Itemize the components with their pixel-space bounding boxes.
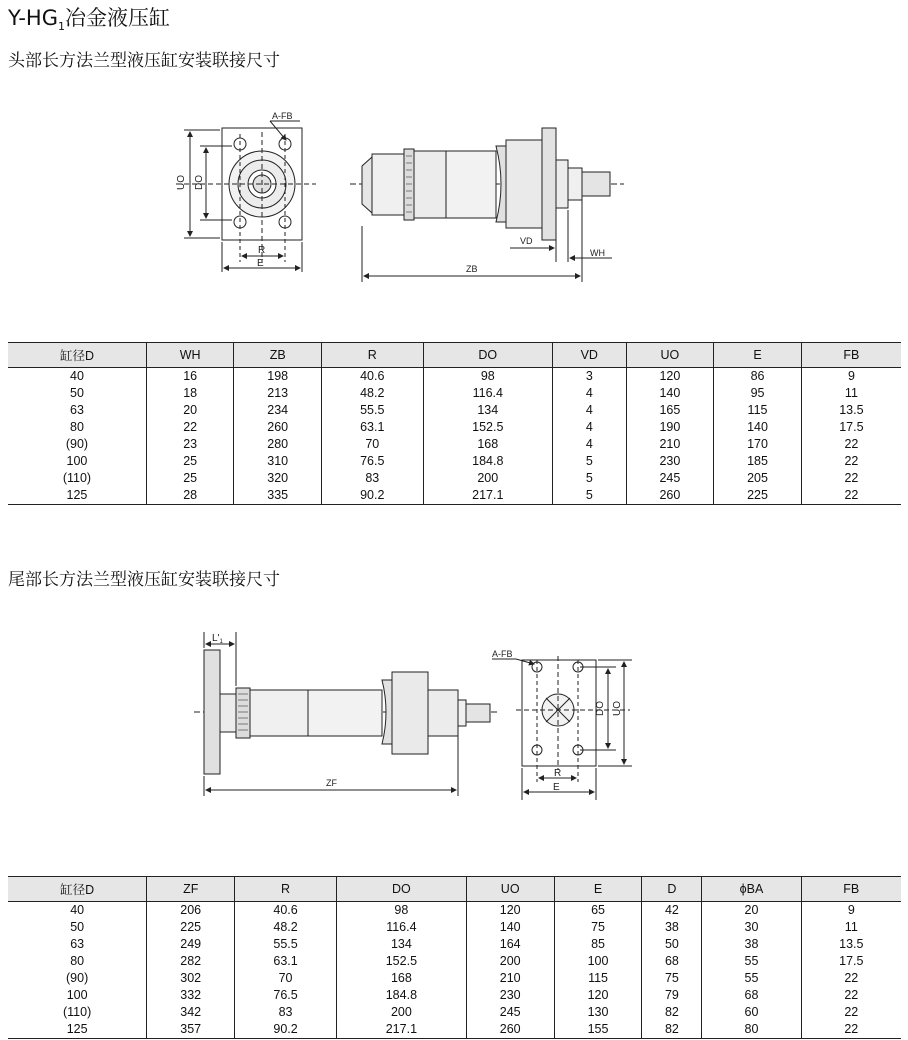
table-cell: 130 <box>554 1004 642 1021</box>
label-do-tail: DO <box>595 701 606 716</box>
table-cell: 120 <box>466 902 554 920</box>
table-cell: 100 <box>554 953 642 970</box>
table-cell: 22 <box>801 970 901 987</box>
table-cell: 22 <box>801 453 901 470</box>
table-cell: 4 <box>552 436 626 453</box>
table-cell: 22 <box>801 487 901 505</box>
title-main: Y-HG <box>8 6 58 30</box>
table-cell: 80 <box>702 1021 801 1039</box>
title-subscript: 1 <box>57 20 65 34</box>
table-cell: 5 <box>552 487 626 505</box>
table-row <box>8 1004 901 1021</box>
table-cell: 185 <box>714 453 802 470</box>
label-uo-head: UO <box>176 175 187 190</box>
table-cell: 22 <box>146 419 233 436</box>
label-r-head: R <box>258 245 266 256</box>
table-cell: 198 <box>234 368 322 386</box>
table-header-cell: ZF <box>147 877 235 902</box>
table-row <box>8 970 901 987</box>
tail-cylinder-side-view <box>194 632 500 796</box>
table-row <box>8 385 901 402</box>
table-row <box>8 419 901 436</box>
table-cell: 30 <box>702 919 801 936</box>
table-cell: 217.1 <box>337 1021 467 1039</box>
table-row <box>8 953 901 970</box>
table-cell: 50 <box>642 936 702 953</box>
table-row <box>8 919 901 936</box>
table-cell: 210 <box>466 970 554 987</box>
table-header-cell: FB <box>801 343 901 368</box>
table-cell: 210 <box>626 436 714 453</box>
table-header-cell: DO <box>423 343 552 368</box>
table-cell: (90) <box>65 437 89 451</box>
table-cell: 205 <box>714 470 802 487</box>
head-flange-front-view <box>176 121 316 272</box>
table-header-cell: ZB <box>234 343 322 368</box>
label-l1 <box>212 633 223 645</box>
table-header-cell: UO <box>466 877 554 902</box>
table-cell: 50 <box>70 386 84 400</box>
table-cell: 28 <box>146 487 233 505</box>
tail-flange-end-view <box>492 656 632 800</box>
table-cell: 75 <box>642 970 702 987</box>
table-cell: 140 <box>466 919 554 936</box>
table-cell: 245 <box>466 1004 554 1021</box>
table-header-cell: VD <box>552 343 626 368</box>
table-cell: 120 <box>554 987 642 1004</box>
table-cell: 90.2 <box>235 1021 337 1039</box>
table-cell: 230 <box>466 987 554 1004</box>
table-row <box>8 402 901 419</box>
table-cell: 80 <box>70 954 85 968</box>
table-cell: 125 <box>8 1021 147 1039</box>
table-cell: 98 <box>423 368 552 386</box>
table-cell: 168 <box>337 970 467 987</box>
label-e-tail: E <box>553 782 560 793</box>
table-row <box>8 368 901 386</box>
dimension-table-head <box>8 342 901 505</box>
table-cell: 116.4 <box>337 919 467 936</box>
table-cell: 55 <box>702 953 801 970</box>
table-cell: 115 <box>714 402 802 419</box>
table-row <box>8 470 901 487</box>
label-do-head: DO <box>194 175 205 190</box>
table-cell: 217.1 <box>423 487 552 505</box>
table-cell: 280 <box>234 436 322 453</box>
table-cell: 25 <box>146 470 233 487</box>
label-r-tail: R <box>554 768 562 779</box>
label-wh: WH <box>590 248 605 258</box>
table-cell: 40.6 <box>235 902 337 920</box>
table-cell: 9 <box>801 902 901 920</box>
table-cell: 190 <box>626 419 714 436</box>
table-cell: 3 <box>552 368 626 386</box>
table-header-cell: E <box>554 877 642 902</box>
table-cell: 13.5 <box>801 936 901 953</box>
table-cell: 40 <box>70 903 85 917</box>
table-cell: 80 <box>70 420 84 434</box>
table-cell: 200 <box>423 470 552 487</box>
table-cell: 249 <box>147 936 235 953</box>
table-header-cell: E <box>714 343 802 368</box>
label-e-head: E <box>257 258 264 269</box>
table-cell: 11 <box>801 919 901 936</box>
table-cell: 4 <box>552 385 626 402</box>
label-uo-tail: UO <box>612 701 623 716</box>
table-header-row <box>8 343 901 368</box>
table-cell: 335 <box>234 487 322 505</box>
table-cell: 100 <box>66 988 88 1002</box>
label-l1-main: L' <box>212 633 220 644</box>
table-cell: 48.2 <box>322 385 424 402</box>
table-cell: 20 <box>702 902 801 920</box>
table-header-cell: R <box>235 877 337 902</box>
table-cell: 25 <box>146 453 233 470</box>
table-cell: 168 <box>423 436 552 453</box>
table-cell: 213 <box>234 385 322 402</box>
table-cell: 63 <box>70 937 85 951</box>
table-cell: 116.4 <box>423 385 552 402</box>
table-cell: 11 <box>801 385 901 402</box>
table-cell: 260 <box>626 487 714 505</box>
label-afb-tail: A-FB <box>492 649 513 659</box>
table-cell: 17.5 <box>801 419 901 436</box>
table-cell: (90) <box>66 971 89 985</box>
table-header-cell: WH <box>146 343 233 368</box>
table-cell: 184.8 <box>337 987 467 1004</box>
table-cell: 38 <box>642 919 702 936</box>
table-cell: 50 <box>70 920 85 934</box>
label-l1-sub: 1 <box>219 639 223 645</box>
table-body <box>8 368 901 505</box>
table-cell: 225 <box>147 919 235 936</box>
table-cell: 200 <box>337 1004 467 1021</box>
table-cell: 95 <box>714 385 802 402</box>
table-cell: 357 <box>147 1021 235 1039</box>
title-suffix: 冶金液压缸 <box>64 6 170 30</box>
table-row <box>8 453 901 470</box>
table-cell: 115 <box>554 970 642 987</box>
table-cell: 100 <box>66 454 88 468</box>
table-cell: 22 <box>801 470 901 487</box>
table-cell: 79 <box>642 987 702 1004</box>
table-cell: 134 <box>337 936 467 953</box>
table-cell: 332 <box>147 987 235 1004</box>
table-cell: 302 <box>147 970 235 987</box>
table-cell: 82 <box>642 1004 702 1021</box>
table-cell: (110) <box>63 1005 92 1019</box>
table-cell: 65 <box>554 902 642 920</box>
label-vd: VD <box>520 236 533 246</box>
table-cell: 55.5 <box>322 402 424 419</box>
table-cell: 200 <box>466 953 554 970</box>
table-cell: 55.5 <box>235 936 337 953</box>
table-cell: 75 <box>554 919 642 936</box>
table-cell: 22 <box>801 987 901 1004</box>
table-cell: 310 <box>234 453 322 470</box>
table-cell: 206 <box>147 902 235 920</box>
label-zf: ZF <box>326 778 337 788</box>
label-afb-head: A-FB <box>272 111 293 121</box>
section-title-head: 头部长方法兰型液压缸安装联接尺寸 <box>8 51 280 71</box>
table-cell: 320 <box>234 470 322 487</box>
table-cell: 40 <box>70 369 84 383</box>
table-cell: 9 <box>801 368 901 386</box>
table-cell: 5 <box>552 470 626 487</box>
table-header-cell: D <box>642 877 702 902</box>
table-cell: 4 <box>552 402 626 419</box>
table-cell: 18 <box>146 385 233 402</box>
table-cell: 38 <box>702 936 801 953</box>
table-header-cell: 缸径D <box>8 343 146 368</box>
table-cell: 70 <box>322 436 424 453</box>
table-cell: 134 <box>423 402 552 419</box>
table-cell: 282 <box>147 953 235 970</box>
table-cell: 152.5 <box>337 953 467 970</box>
table-cell: 40.6 <box>322 368 424 386</box>
table-cell: 83 <box>235 1004 337 1021</box>
table-header-cell: DO <box>337 877 467 902</box>
table-cell: 16 <box>146 368 233 386</box>
table-cell: 260 <box>234 419 322 436</box>
table-cell: 63.1 <box>322 419 424 436</box>
label-zb: ZB <box>466 264 478 274</box>
table-cell: 68 <box>702 987 801 1004</box>
table-cell: 165 <box>626 402 714 419</box>
table-cell: 140 <box>714 419 802 436</box>
table-row <box>8 487 901 505</box>
table-header-cell: R <box>322 343 424 368</box>
table-cell: 184.8 <box>423 453 552 470</box>
table-cell: 17.5 <box>801 953 901 970</box>
table-cell: 42 <box>642 902 702 920</box>
table-header-cell: UO <box>626 343 714 368</box>
table-cell: 234 <box>234 402 322 419</box>
table-cell: 125 <box>8 487 146 505</box>
table-header-row <box>8 877 901 902</box>
table-cell: 48.2 <box>235 919 337 936</box>
table-cell: 68 <box>642 953 702 970</box>
table-cell: 164 <box>466 936 554 953</box>
table-cell: 63.1 <box>235 953 337 970</box>
table-cell: 70 <box>235 970 337 987</box>
table-cell: 4 <box>552 419 626 436</box>
table-cell: 83 <box>322 470 424 487</box>
table-header-cell: FB <box>801 877 901 902</box>
table-cell: 23 <box>146 436 233 453</box>
table-cell: 225 <box>714 487 802 505</box>
table-header-cell: 缸径D <box>8 877 147 902</box>
table-cell: 76.5 <box>235 987 337 1004</box>
table-row <box>8 936 901 953</box>
table-cell: 13.5 <box>801 402 901 419</box>
table-cell: 60 <box>702 1004 801 1021</box>
table-cell: 342 <box>147 1004 235 1021</box>
table-cell: 22 <box>801 1004 901 1021</box>
table-row <box>8 1021 901 1039</box>
table-cell: 20 <box>146 402 233 419</box>
table-row <box>8 436 901 453</box>
table-cell: 90.2 <box>322 487 424 505</box>
table-body <box>8 902 901 1039</box>
table-cell: 245 <box>626 470 714 487</box>
head-cylinder-side-view <box>350 128 624 282</box>
table-cell: 22 <box>801 436 901 453</box>
table-cell: 140 <box>626 385 714 402</box>
table-cell: 155 <box>554 1021 642 1039</box>
table-row <box>8 987 901 1004</box>
table-cell: 152.5 <box>423 419 552 436</box>
table-cell: 98 <box>337 902 467 920</box>
table-cell: 230 <box>626 453 714 470</box>
table-cell: 85 <box>554 936 642 953</box>
table-cell: 76.5 <box>322 453 424 470</box>
table-cell: 170 <box>714 436 802 453</box>
table-row <box>8 902 901 920</box>
table-cell: 55 <box>702 970 801 987</box>
table-cell: 260 <box>466 1021 554 1039</box>
table-cell: 120 <box>626 368 714 386</box>
table-cell: 22 <box>801 1021 901 1039</box>
table-cell: 82 <box>642 1021 702 1039</box>
dimension-table-tail <box>8 876 901 1039</box>
table-header-cell: ϕBA <box>702 877 801 902</box>
table-cell: 63 <box>70 403 84 417</box>
table-cell: (110) <box>62 471 92 485</box>
table-cell: 86 <box>714 368 802 386</box>
section-title-tail: 尾部长方法兰型液压缸安装联接尺寸 <box>8 570 280 590</box>
table-cell: 5 <box>552 453 626 470</box>
